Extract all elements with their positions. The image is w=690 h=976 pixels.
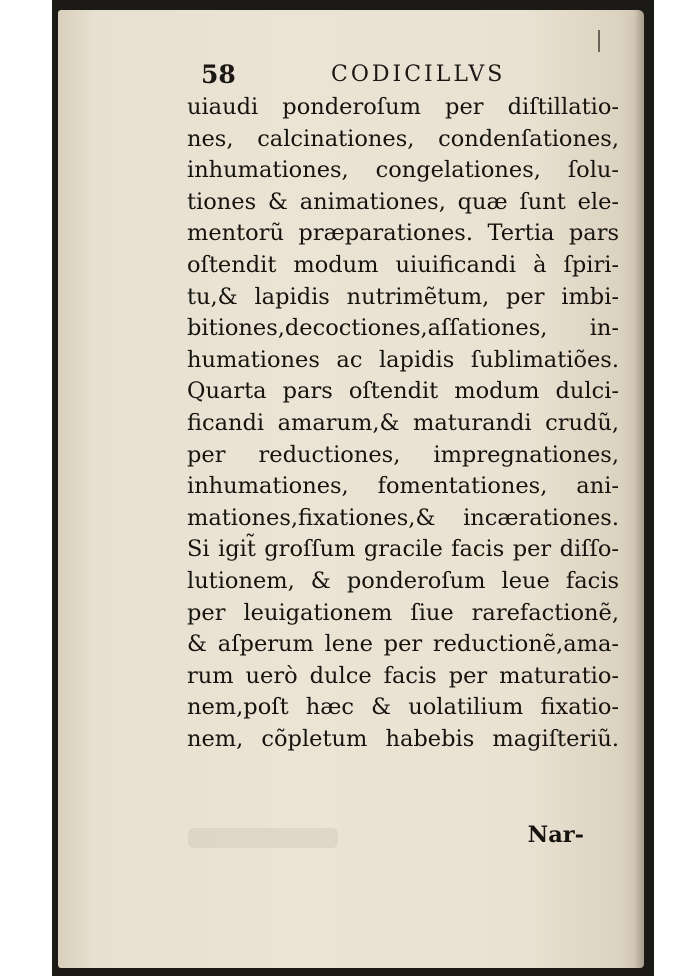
text-line: mentorũ præparationes. Tertia pars <box>187 220 619 247</box>
text-line: Si igit̃ groſſum gracile facis per diſſo- <box>187 536 619 563</box>
text-line: humationes ac lapidis ſublimatiões. <box>187 346 619 373</box>
body-text <box>187 92 619 755</box>
page-gutter-shadow <box>634 10 644 968</box>
text-line: tu,& lapidis nutrimẽtum, per imbi- <box>187 283 619 310</box>
page-number: 58 <box>201 60 236 89</box>
catchword: Nar- <box>527 822 584 848</box>
page-header <box>58 60 644 94</box>
text-line: bitiones,decoctiones,aſſationes, in- <box>187 315 619 342</box>
text-line: inhumationes, fomentationes, ani- <box>187 473 619 500</box>
text-line: nem,poſt hæc & uolatilium fixatio- <box>187 694 619 721</box>
text-line: nes, calcinationes, condenſationes, <box>187 125 619 152</box>
text-line: inhumationes, congelationes, ſolu- <box>187 157 619 184</box>
text-line: uiaudi ponderoſum per diſtillatio- <box>187 94 619 120</box>
running-head: CODICILLVS <box>331 62 506 87</box>
text-line: per reductiones, impregnationes, <box>187 441 619 468</box>
text-line: nem, cõpletum habebis magiſteriũ. <box>187 725 619 752</box>
text-line: lutionem, & ponderoſum leue facis <box>187 567 619 594</box>
text-line: mationes,fixationes,& incærationes. <box>187 504 619 531</box>
text-line: Quarta pars oſtendit modum dulci- <box>187 378 619 405</box>
text-line: tiones & animationes, quæ ſunt ele- <box>187 188 619 215</box>
page-crease-mark <box>598 30 600 52</box>
text-line: rum uerò dulce facis per maturatio- <box>187 662 619 689</box>
ink-offset-smudge <box>188 828 338 848</box>
text-line: oſtendit modum uiuificandi à ſpiri- <box>187 251 619 278</box>
text-line: & aſperum lene per reductionẽ,ama- <box>187 631 619 658</box>
text-line: per leuigationem ſiue rarefactionẽ, <box>187 599 619 626</box>
book-page <box>58 10 644 968</box>
text-line: ficandi amarum,& maturandi crudũ, <box>187 409 619 436</box>
